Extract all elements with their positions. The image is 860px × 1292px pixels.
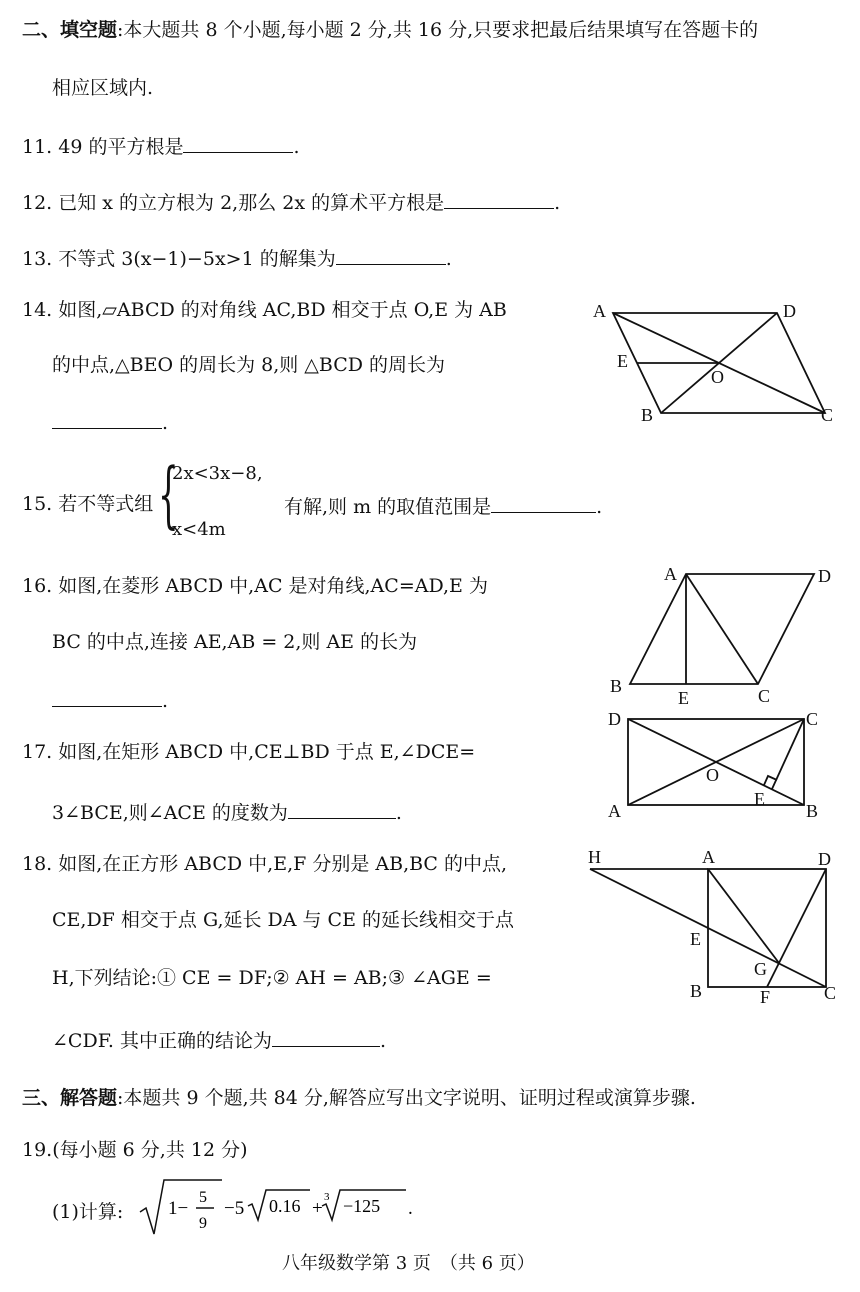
q12-end: . <box>554 192 561 214</box>
q13-text: 13. 不等式 3(x−1)−5x>1 的解集为 <box>22 248 336 270</box>
q17-label-b: B <box>806 801 819 821</box>
q17-label-d: D <box>608 709 621 729</box>
q16-line2: BC 的中点,连接 AE,AB = 2,则 AE 的长为 <box>52 631 418 653</box>
q16-answer-line <box>52 686 168 713</box>
q16-label-c: C <box>758 686 771 706</box>
q15-suffix: 有解,则 m 的取值范围是 <box>284 496 492 518</box>
q17-label-c: C <box>806 709 819 729</box>
q19-plus: + <box>312 1198 323 1219</box>
q19-part1-prefix: (1)计算: <box>52 1201 124 1223</box>
q18-label-b: B <box>690 981 703 1001</box>
question-12 <box>22 188 560 215</box>
page-footer: 八年级数学第 3 页 （共 6 页） <box>282 1253 535 1274</box>
q15-answer-blank[interactable] <box>491 492 596 513</box>
q17-rectangle-figure <box>598 705 838 823</box>
q11-answer-blank[interactable] <box>183 132 293 153</box>
q16-label-b: B <box>610 676 623 696</box>
q18-segment-df <box>767 869 826 987</box>
q19-one-minus: 1− <box>168 1198 189 1219</box>
q18-line2: CE,DF 相交于点 G,延长 DA 与 CE 的延长线相交于点 <box>52 909 515 931</box>
q18-label-a: A <box>702 847 715 867</box>
q18-label-e: E <box>690 929 701 949</box>
q18-line3: H,下列结论:① CE = DF;② AH = AB;③ ∠AGE = <box>52 967 492 989</box>
q16-rhombus-figure <box>598 560 848 710</box>
q13-end: . <box>445 248 452 270</box>
question-18-line4 <box>52 1026 386 1053</box>
q19-end: . <box>408 1198 413 1219</box>
q14-answer-blank[interactable] <box>52 408 162 429</box>
q19-minus5: −5 <box>224 1198 245 1219</box>
q16-line1: 16. 如图,在菱形 ABCD 中,AC 是对角线,AC=AD,E 为 <box>22 575 488 597</box>
q17-label-e: E <box>754 789 765 809</box>
q16-label-e: E <box>678 688 689 708</box>
q14-parallelogram-figure <box>585 295 845 430</box>
q18-label-h: H <box>588 847 601 867</box>
q16-answer-blank[interactable] <box>52 686 162 707</box>
q12-answer-blank[interactable] <box>444 188 554 209</box>
q18-answer-blank[interactable] <box>272 1026 380 1047</box>
question-13 <box>22 244 452 271</box>
q15-end: . <box>596 496 603 518</box>
q15-inequality-2: x<4m <box>172 519 226 540</box>
q11-end: . <box>293 136 300 158</box>
q14-line2: 的中点,△BEO 的周长为 8,则 △BCD 的周长为 <box>52 354 446 376</box>
q19-cube-index: 3 <box>324 1191 330 1203</box>
q14-label-d: D <box>783 301 796 321</box>
q18-segment-ag <box>708 869 779 963</box>
q17-line2: 3∠BCE,则∠ACE 的度数为 <box>52 802 288 824</box>
q19-frac-numerator: 5 <box>199 1189 207 1206</box>
q17-segment-ce <box>772 719 804 789</box>
q11-text: 11. 49 的平方根是 <box>22 136 184 158</box>
q14-end: . <box>162 412 169 434</box>
q18-square-figure <box>582 845 844 1005</box>
q18-line4: ∠CDF. 其中正确的结论为 <box>52 1030 272 1052</box>
q18-label-d: D <box>818 849 831 869</box>
q19-cube-arg: −125 <box>343 1196 381 1216</box>
q15-inequality-1: 2x<3x−8, <box>172 463 263 484</box>
section2-desc: :本大题共 8 个小题,每小题 2 分,共 16 分,只要求把最后结果填写在答题卡的 <box>117 19 759 41</box>
section3-desc: :本题共 9 个题,共 84 分,解答应写出文字说明、证明过程或演算步骤. <box>117 1087 696 1109</box>
q18-line1: 18. 如图,在正方形 ABCD 中,E,F 分别是 AB,BC 的中点, <box>22 853 508 875</box>
q16-end: . <box>162 690 169 712</box>
q16-label-d: D <box>818 566 831 586</box>
section3-title: 三、解答题 <box>22 1087 118 1109</box>
q19-part1-expression <box>138 1176 438 1240</box>
q14-label-b: B <box>641 405 654 425</box>
q17-label-o: O <box>706 765 719 785</box>
q14-label-c: C <box>821 405 834 425</box>
q14-line1: 14. 如图,▱ABCD 的对角线 AC,BD 相交于点 O,E 为 AB <box>22 299 507 321</box>
q17-end: . <box>395 802 402 824</box>
q14-answer-line <box>52 408 168 435</box>
q15-brace: { <box>158 452 179 536</box>
section3-header <box>22 1086 696 1110</box>
q18-label-g: G <box>754 959 767 979</box>
question-11 <box>22 132 300 159</box>
q16-label-a: A <box>664 564 677 584</box>
q15-prefix: 15. 若不等式组 <box>22 493 154 515</box>
section2-desc-cont: 相应区域内. <box>52 77 154 99</box>
q12-text: 12. 已知 x 的立方根为 2,那么 2x 的算术平方根是 <box>22 192 445 214</box>
q18-end: . <box>380 1030 387 1052</box>
q14-label-a: A <box>593 301 606 321</box>
question-17-line2 <box>52 798 402 825</box>
q19-header: 19.(每小题 6 分,共 12 分) <box>22 1139 248 1161</box>
q16-diagonal-ac <box>686 574 758 684</box>
q17-label-a: A <box>608 801 621 821</box>
q18-label-c: C <box>824 983 837 1003</box>
q13-answer-blank[interactable] <box>336 244 446 265</box>
q18-square <box>708 869 826 987</box>
q17-line1: 17. 如图,在矩形 ABCD 中,CE⊥BD 于点 E,∠DCE= <box>22 741 476 763</box>
q14-label-o: O <box>711 367 724 387</box>
q19-frac-denominator: 9 <box>199 1215 207 1232</box>
q14-label-e: E <box>617 351 628 371</box>
question-15-suffix <box>284 492 602 519</box>
section2-title: 二、填空题 <box>22 19 118 41</box>
q17-answer-blank[interactable] <box>288 798 396 819</box>
section2-header <box>22 18 758 42</box>
q19-sqrt-arg: 0.16 <box>269 1196 301 1216</box>
q18-label-f: F <box>760 987 771 1005</box>
